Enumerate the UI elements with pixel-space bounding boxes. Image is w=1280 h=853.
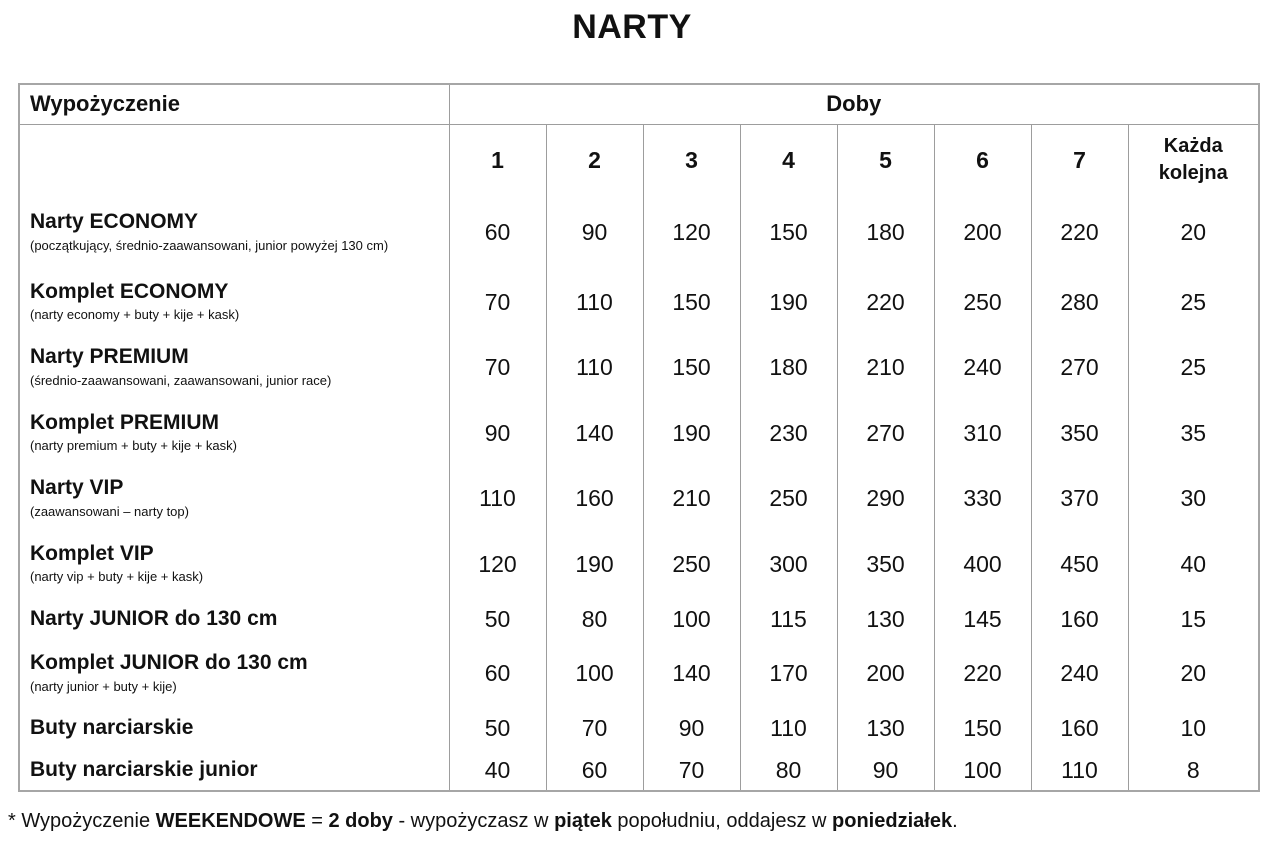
row-label-cell — [19, 400, 449, 466]
row-label-cell — [19, 750, 449, 791]
price-cell: 60 — [546, 750, 643, 791]
footnote-text: popołudniu, oddajesz w — [611, 810, 833, 832]
price-cell: 280 — [1031, 269, 1128, 335]
table-row — [19, 466, 1259, 531]
day-numbers-row — [19, 124, 1259, 196]
price-cell: 250 — [740, 466, 837, 531]
row-label-cell — [19, 196, 449, 269]
price-cell: 30 — [1128, 466, 1259, 531]
day-column-header: 4 — [740, 124, 837, 196]
price-cell: 110 — [1031, 750, 1128, 791]
row-name: Buty narciarskie junior — [30, 757, 258, 781]
price-cell: 140 — [643, 641, 740, 706]
price-cell: 20 — [1128, 196, 1259, 269]
price-cell: 350 — [1031, 400, 1128, 466]
price-cell: 220 — [837, 269, 934, 335]
price-cell: 100 — [546, 641, 643, 706]
price-cell: 100 — [934, 750, 1031, 791]
price-cell: 70 — [643, 750, 740, 791]
price-cell: 400 — [934, 531, 1031, 597]
price-cell: 220 — [1031, 196, 1128, 269]
price-cell: 180 — [740, 335, 837, 400]
price-cell: 180 — [837, 196, 934, 269]
row-name: Narty JUNIOR do 130 cm — [30, 606, 278, 630]
footnote-bold-text: WEEKENDOWE — [155, 810, 306, 832]
price-cell: 130 — [837, 597, 934, 641]
table-row — [19, 641, 1259, 706]
price-cell: 240 — [934, 335, 1031, 400]
price-cell: 200 — [837, 641, 934, 706]
price-cell: 160 — [546, 466, 643, 531]
table-row — [19, 400, 1259, 466]
price-cell: 130 — [837, 706, 934, 750]
price-cell: 70 — [546, 706, 643, 750]
price-cell: 190 — [740, 269, 837, 335]
footnote-text: . — [952, 810, 958, 832]
footnote-text: = — [305, 810, 329, 832]
row-name: Komplet JUNIOR do 130 cm — [30, 651, 308, 675]
price-cell: 250 — [934, 269, 1031, 335]
day-column-header: 2 — [546, 124, 643, 196]
price-cell: 240 — [1031, 641, 1128, 706]
price-cell: 60 — [449, 641, 546, 706]
header-row — [19, 84, 1259, 124]
price-cell: 100 — [643, 597, 740, 641]
price-cell: 115 — [740, 597, 837, 641]
row-subtitle: (narty junior + buty + kije) — [30, 678, 177, 694]
row-subtitle: (narty vip + buty + kije + kask) — [30, 569, 204, 585]
row-subtitle: (początkujący, średnio-zaawansowani, junior powyżej 130 cm) — [30, 237, 389, 253]
day-column-header: 5 — [837, 124, 934, 196]
table-body — [19, 124, 1259, 791]
price-cell: 290 — [837, 466, 934, 531]
footnote-text: - wypożyczasz w — [392, 810, 555, 832]
price-cell: 270 — [837, 400, 934, 466]
price-cell: 190 — [546, 531, 643, 597]
price-cell: 170 — [740, 641, 837, 706]
price-cell: 25 — [1128, 269, 1259, 335]
price-cell: 230 — [740, 400, 837, 466]
price-cell: 20 — [1128, 641, 1259, 706]
row-name: Komplet VIP — [30, 541, 154, 565]
table-row — [19, 531, 1259, 597]
row-label-cell — [19, 466, 449, 531]
price-cell: 90 — [546, 196, 643, 269]
price-cell: 210 — [643, 466, 740, 531]
price-cell: 120 — [449, 531, 546, 597]
price-cell: 300 — [740, 531, 837, 597]
row-name: Narty ECONOMY — [30, 210, 199, 234]
rental-column-header: Wypożyczenie — [19, 84, 449, 124]
price-cell: 25 — [1128, 335, 1259, 400]
row-label-cell — [19, 597, 449, 641]
price-cell: 110 — [546, 269, 643, 335]
price-cell: 40 — [1128, 531, 1259, 597]
price-cell: 15 — [1128, 597, 1259, 641]
price-cell: 150 — [740, 196, 837, 269]
price-cell: 80 — [740, 750, 837, 791]
price-cell: 370 — [1031, 466, 1128, 531]
price-cell: 160 — [1031, 706, 1128, 750]
price-cell: 110 — [546, 335, 643, 400]
price-cell: 145 — [934, 597, 1031, 641]
footnote-bold-text: 2 doby — [328, 810, 393, 832]
footnote — [8, 810, 1272, 833]
price-cell: 270 — [1031, 335, 1128, 400]
day-column-header: 7 — [1031, 124, 1128, 196]
row-label-cell — [19, 269, 449, 335]
pricing-table — [18, 83, 1260, 792]
row-name: Narty VIP — [30, 476, 124, 500]
price-cell: 150 — [934, 706, 1031, 750]
row-name: Komplet ECONOMY — [30, 279, 229, 303]
row-subtitle: (narty premium + buty + kije + kask) — [30, 438, 237, 454]
day-column-header: 3 — [643, 124, 740, 196]
price-cell: 220 — [934, 641, 1031, 706]
table-row — [19, 706, 1259, 750]
footnote-bold-text: piątek — [554, 810, 612, 832]
price-cell: 150 — [643, 335, 740, 400]
price-cell: 110 — [449, 466, 546, 531]
footnote-text: * Wypożyczenie — [8, 810, 156, 832]
price-cell: 330 — [934, 466, 1031, 531]
day-column-header: 6 — [934, 124, 1031, 196]
price-cell: 250 — [643, 531, 740, 597]
price-cell: 70 — [449, 335, 546, 400]
row-label-cell — [19, 335, 449, 400]
price-cell: 35 — [1128, 400, 1259, 466]
row-label-cell — [19, 641, 449, 706]
price-cell: 60 — [449, 196, 546, 269]
price-cell: 110 — [740, 706, 837, 750]
row-subtitle: (narty economy + buty + kije + kask) — [30, 307, 240, 323]
price-cell: 90 — [837, 750, 934, 791]
table-row — [19, 335, 1259, 400]
row-name: Narty PREMIUM — [30, 345, 189, 369]
table-row — [19, 269, 1259, 335]
price-cell: 200 — [934, 196, 1031, 269]
days-group-header: Doby — [449, 84, 1259, 124]
price-cell: 210 — [837, 335, 934, 400]
price-cell: 80 — [546, 597, 643, 641]
row-label-cell — [19, 706, 449, 750]
table-row — [19, 196, 1259, 269]
price-cell: 50 — [449, 597, 546, 641]
price-cell: 90 — [643, 706, 740, 750]
table-row — [19, 750, 1259, 791]
row-subtitle: (średnio-zaawansowani, zaawansowani, junior race) — [30, 372, 332, 388]
table-row — [19, 597, 1259, 641]
extra-column-header: Każda kolejna — [1128, 124, 1259, 196]
price-cell: 8 — [1128, 750, 1259, 791]
footnote-bold-text: poniedziałek — [832, 810, 953, 832]
empty-corner-cell — [19, 124, 449, 196]
price-cell: 120 — [643, 196, 740, 269]
price-cell: 350 — [837, 531, 934, 597]
row-name: Komplet PREMIUM — [30, 410, 219, 434]
row-subtitle: (zaawansowani – narty top) — [30, 503, 189, 519]
price-cell: 310 — [934, 400, 1031, 466]
row-name: Buty narciarskie — [30, 715, 194, 739]
price-cell: 140 — [546, 400, 643, 466]
price-cell: 450 — [1031, 531, 1128, 597]
price-cell: 50 — [449, 706, 546, 750]
row-label-cell — [19, 531, 449, 597]
price-cell: 190 — [643, 400, 740, 466]
price-cell: 160 — [1031, 597, 1128, 641]
price-cell: 150 — [643, 269, 740, 335]
page-title: NARTY — [572, 8, 692, 46]
table-header — [19, 84, 1259, 124]
price-cell: 40 — [449, 750, 546, 791]
day-column-header: 1 — [449, 124, 546, 196]
price-cell: 70 — [449, 269, 546, 335]
price-cell: 10 — [1128, 706, 1259, 750]
price-cell: 90 — [449, 400, 546, 466]
